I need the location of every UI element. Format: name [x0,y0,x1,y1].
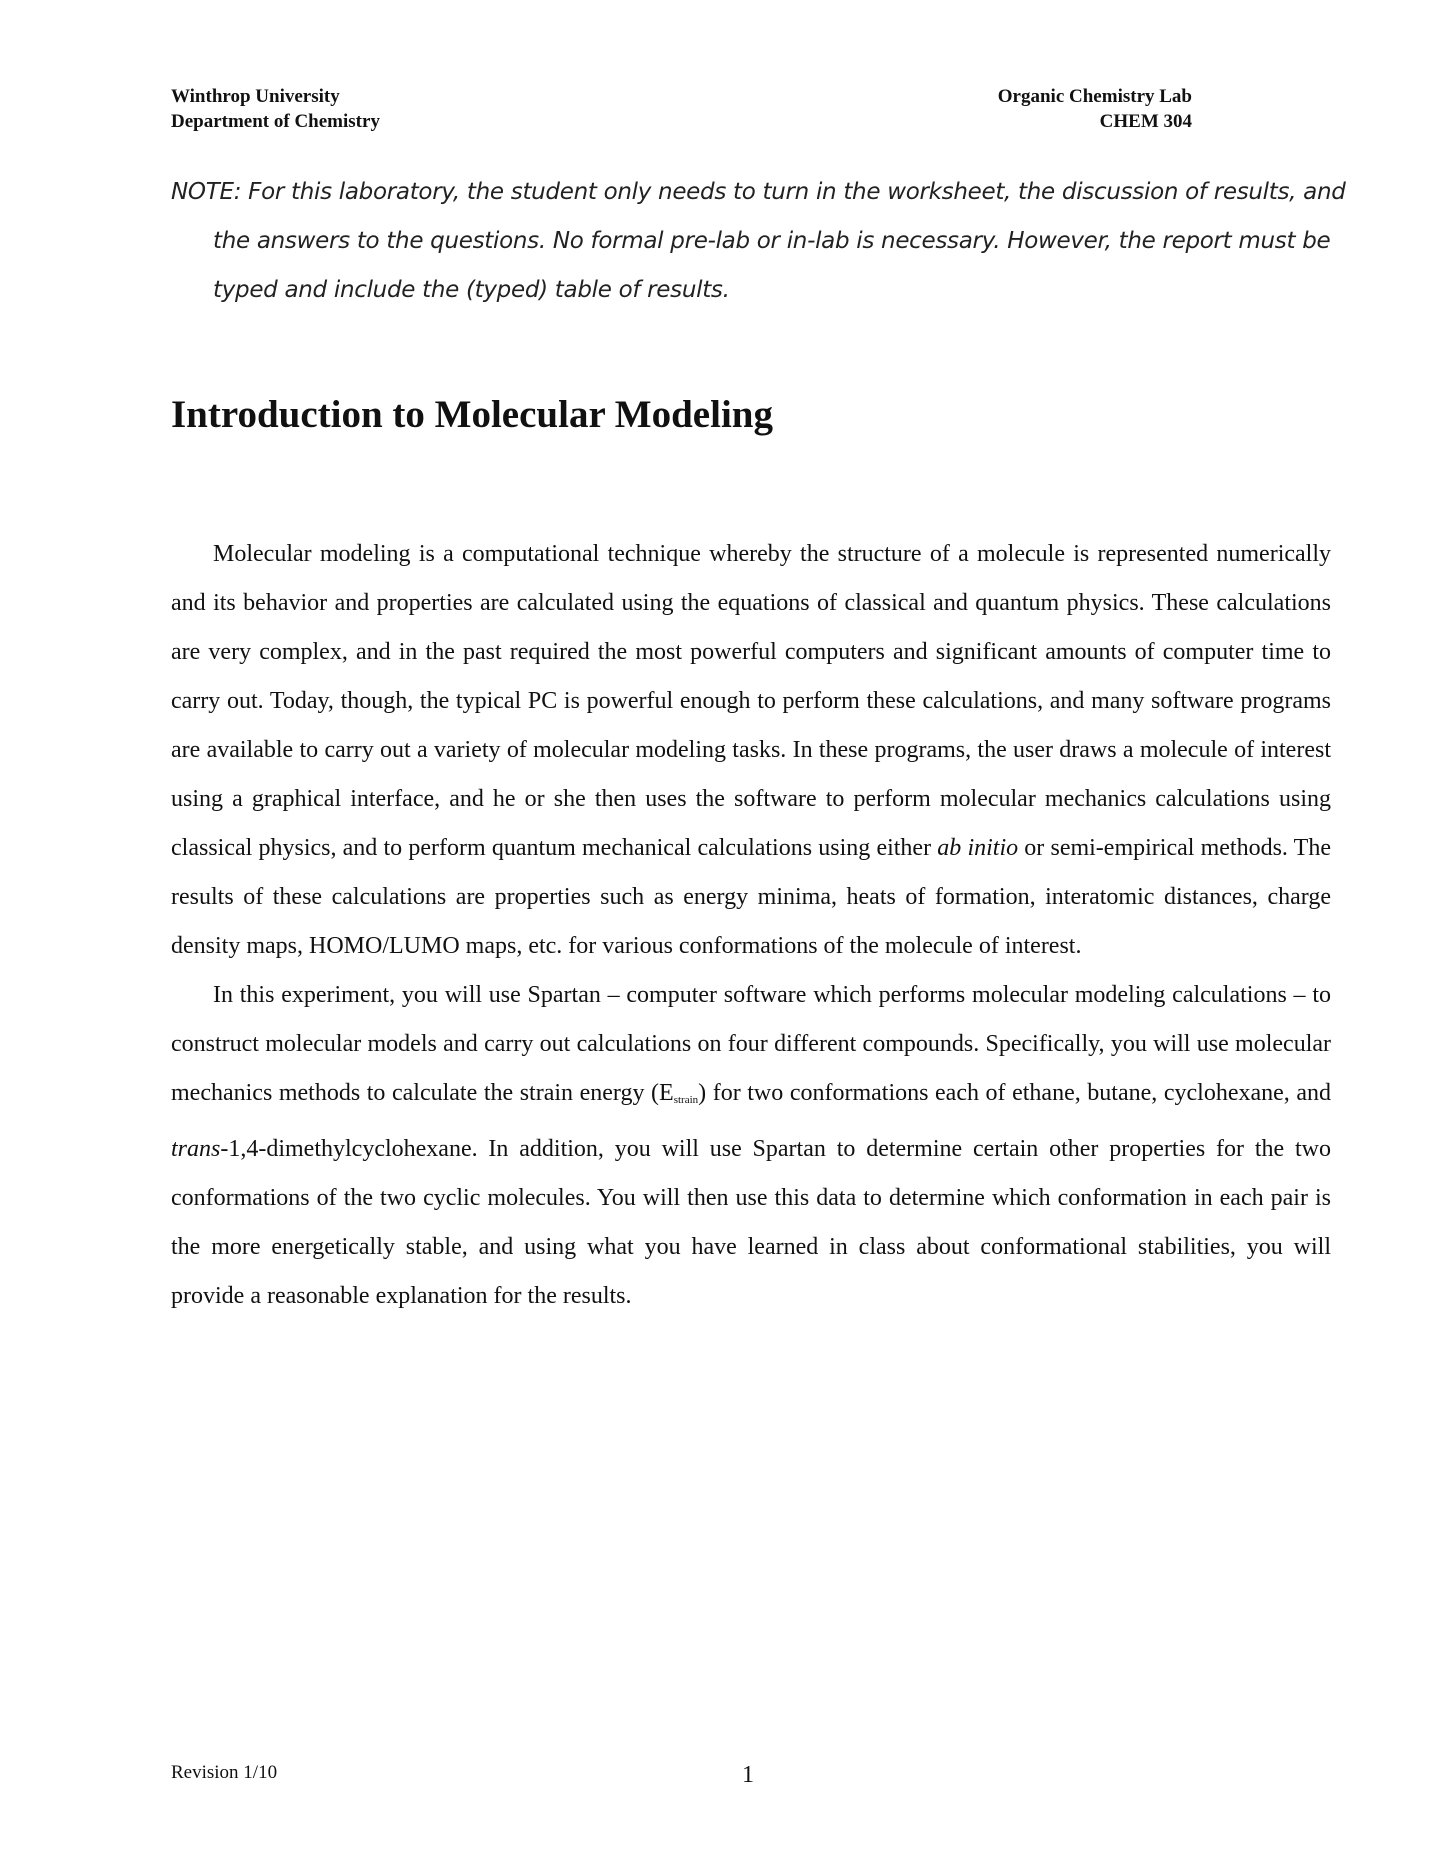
paragraph-intro-part2: or semi-empirical methods. The results of these calculations are properties such as energy minima, heats of formation, interatomic distances, charge density maps, HOMO/LUMO maps, etc. for various conformations of the molecule of interest. [171,835,1331,959]
paragraph-intro [171,530,1331,971]
header-left [171,84,380,134]
italic-ab-initio: ab initio [937,835,1019,861]
paragraph-experiment-part2: ) for two conformations each of ethane, butane, cyclohexane, and [698,1080,1331,1106]
italic-trans: trans [171,1136,221,1162]
course-name: Organic Chemistry Lab [997,86,1192,107]
paragraph-experiment-part3: -1,4-dimethylcyclohexane. In addition, you will use Spartan to determine certain other properties for the two conformations of the two cyclic molecules. You will then use this data to determine which conformation in each pair is the more energetically stable, and using what you have learned in class about conformational stabilities, you will provide a reasonable explanation for the results. [171,1136,1331,1309]
revision-label: Revision 1/10 [171,1762,278,1783]
page-number: 1 [742,1762,754,1788]
university-name: Winthrop University [171,86,340,107]
paragraph-experiment-part1: In this experiment, you will use Spartan – computer software which performs molecular modeling calculations – to construct molecular models and carry out calculations on four different compounds. Specifically, you will use molecular mechanics methods to calculate the strain energy (E [171,982,1331,1106]
course-code: CHEM 304 [1099,111,1192,132]
note-text: NOTE: For this laboratory, the student only needs to turn in the worksheet, the discussion of results, and the answers to the questions. No formal pre-lab or in-lab is necessary. However, the report must be typed and include the (typed) table of results. [171,179,1346,303]
paragraph-intro-part1: Molecular modeling is a computational technique whereby the structure of a molecule is represented numerically and its behavior and properties are calculated using the equations of classical and quantum physics. These calculations are very complex, and in the past required the most powerful computers and significant amounts of computer time to carry out. Today, though, the typical PC is powerful enough to perform these calculations, and many software programs are available to carry out a variety of molecular modeling tasks. In these programs, the user draws a molecule of interest using a graphical interface, and he or she then uses the software to perform molecular mechanics calculations using classical physics, and to perform quantum mechanical calculations using either [171,541,1331,861]
department-name: Department of Chemistry [171,111,380,132]
paragraph-experiment [171,971,1331,1321]
body-text [171,530,1331,1321]
page-title: Introduction to Molecular Modeling [171,393,773,436]
subscript-strain: strain [673,1094,699,1106]
header-right [900,84,1192,134]
